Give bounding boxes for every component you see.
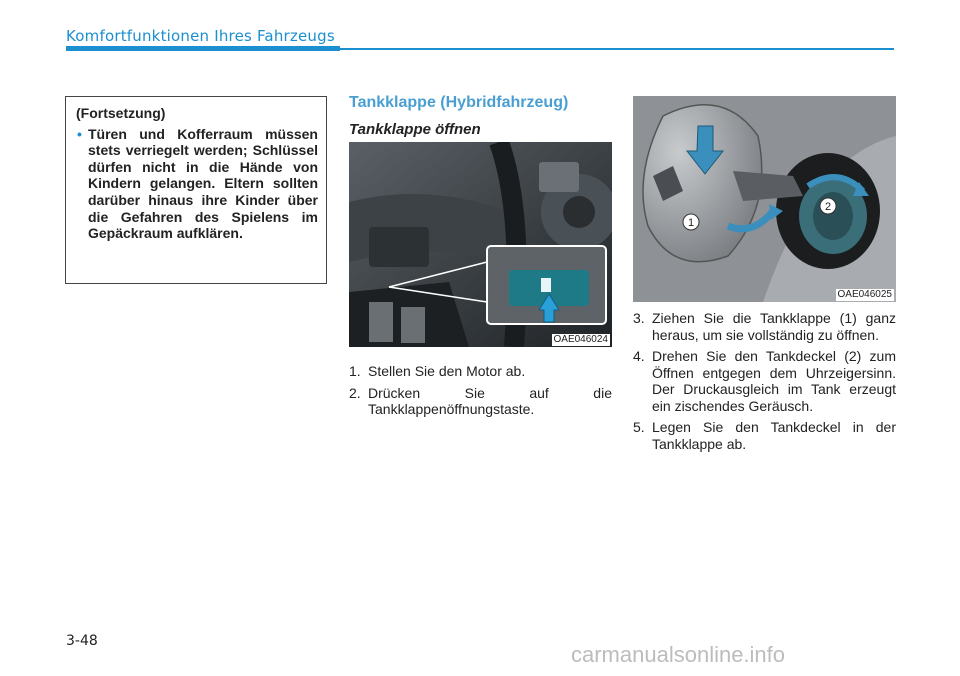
step-text: Stellen Sie den Motor ab. — [368, 363, 526, 379]
step-item — [633, 419, 896, 452]
step-text: Drücken Sie auf die Tankklappenöffnungstaste. — [368, 384, 612, 417]
step-text: Legen Sie den Tankdeckel in der Tankklappe ab. — [652, 419, 896, 452]
dashboard-illustration — [349, 142, 612, 347]
step-item — [633, 348, 896, 414]
step-text: Drehen Sie den Tankdeckel (2) zum Öffnen entgegen dem Uhrzeigersinn. Der Druckausgleich im Tank erzeugt ein zischendes Geräusch. — [652, 348, 896, 414]
section-title: Tankklappe (Hybridfahrzeug) — [349, 94, 569, 111]
steps-list-left — [349, 363, 612, 423]
figure-fuel-cap — [633, 96, 896, 302]
steps-list-right — [633, 310, 896, 457]
figure-caption: OAE046024 — [553, 334, 608, 345]
bullet-dot-icon: • — [77, 125, 82, 142]
step-number: 3. — [633, 310, 645, 326]
warning-box — [65, 96, 327, 284]
step-number: 4. — [633, 348, 645, 364]
watermark-text: carmanualsonline.info — [571, 642, 786, 667]
figure-caption: OAE046025 — [837, 289, 892, 300]
page-number: 3-48 — [66, 633, 98, 649]
fig2-callout-2: 2 — [824, 201, 832, 213]
step-item — [349, 385, 612, 418]
step-item — [349, 363, 612, 380]
section-subtitle: Tankklappe öffnen — [349, 121, 481, 138]
fuel-cap-illustration — [633, 96, 896, 302]
fig2-callout-1: 1 — [687, 217, 695, 229]
step-number: 5. — [633, 419, 645, 435]
warning-bullet-item — [76, 126, 318, 242]
header-title: Komfortfunktionen Ihres Fahrzeugs — [66, 27, 335, 45]
warning-continued-label: (Fortsetzung) — [76, 105, 166, 121]
step-number: 1. — [349, 363, 361, 379]
step-item — [633, 310, 896, 343]
step-number: 2. — [349, 384, 361, 401]
header-rule-thick — [66, 46, 340, 51]
step-text: Ziehen Sie die Tankklappe (1) ganz heraus, um sie vollständig zu öffnen. — [652, 310, 896, 343]
warning-bullet-text: Türen und Kofferraum müssen stets verriegelt werden; Schlüssel dürfen nicht in die Hände von Kindern gelangen. Eltern sollten darüber hinaus ihre Kinder über die Gefahren des Spielens im Gepäckraum aufklären. — [88, 125, 318, 242]
header-rule-thin — [340, 48, 894, 50]
figure-fuel-door-button — [349, 142, 612, 347]
